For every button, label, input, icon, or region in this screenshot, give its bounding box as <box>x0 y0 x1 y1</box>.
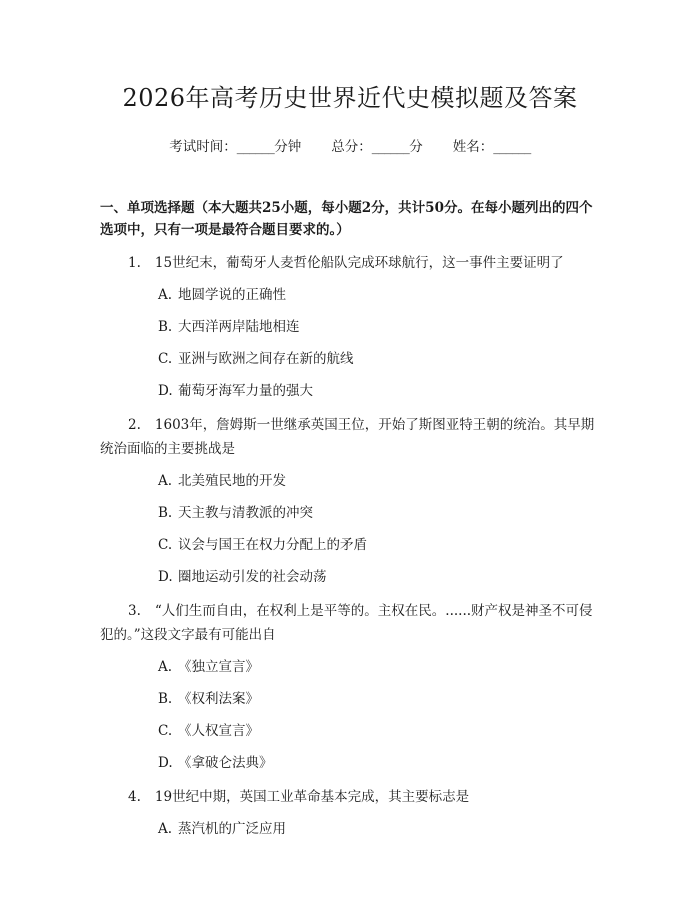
student-name-blank: ______ <box>493 139 531 155</box>
student-name-label: 姓名： <box>452 139 494 155</box>
option-text: 蒸汽机的广泛应用 <box>178 821 286 837</box>
option-c <box>100 721 600 741</box>
total-score-blank: ______ <box>371 139 410 155</box>
option-letter: C. <box>158 351 173 367</box>
option-letter: B. <box>158 691 173 707</box>
option-letter: B. <box>158 319 173 335</box>
section-heading: 一、单项选择题（本大题共25小题，每小题2分，共计50分。在每小题列出的四个选项中，只有一项是最符合题目要求的。） <box>100 200 593 238</box>
question-3 <box>100 599 600 647</box>
option-d <box>100 381 600 401</box>
option-text: 北美殖民地的开发 <box>178 473 286 489</box>
option-text: 亚洲与欧洲之间存在新的航线 <box>178 351 354 367</box>
question-number: 4. <box>128 789 141 805</box>
question-1-options <box>100 285 600 401</box>
page-title: 2026年高考历史世界近代史模拟题及答案 <box>122 84 578 112</box>
exam-meta-row <box>100 137 600 157</box>
question-list <box>100 251 600 839</box>
question-4 <box>100 785 600 809</box>
option-text: 天主教与清教派的冲突 <box>178 505 313 521</box>
option-text: 议会与国王在权力分配上的矛盾 <box>178 537 367 553</box>
option-d <box>100 753 600 773</box>
option-text: 《人权宣言》 <box>178 723 259 739</box>
exam-time-label: 考试时间： <box>169 139 237 155</box>
option-letter: C. <box>158 723 173 739</box>
question-2-options <box>100 471 600 587</box>
option-b <box>100 503 600 523</box>
option-b <box>100 317 600 337</box>
option-text: 《权利法案》 <box>178 691 259 707</box>
option-letter: A. <box>158 287 173 303</box>
question-text: 15世纪末，葡萄牙人麦哲伦船队完成环球航行，这一事件主要证明了 <box>154 255 564 271</box>
option-c <box>100 535 600 555</box>
option-text: 《拿破仑法典》 <box>178 755 273 771</box>
option-a <box>100 471 600 491</box>
option-letter: A. <box>158 659 173 675</box>
question-3-options <box>100 657 600 773</box>
question-number: 3. <box>128 603 141 619</box>
question-number: 1. <box>128 255 141 271</box>
option-b <box>100 689 600 709</box>
question-text: “人们生而自由，在权利上是平等的。主权在民。......财产权是神圣不可侵犯的。”这段文字最有可能出自 <box>100 603 593 643</box>
option-text: 地圆学说的正确性 <box>178 287 286 303</box>
option-text: 大西洋两岸陆地相连 <box>178 319 300 335</box>
option-d <box>100 567 600 587</box>
option-letter: D. <box>158 755 173 771</box>
option-letter: C. <box>158 537 173 553</box>
total-score-field <box>331 137 423 157</box>
option-text: 葡萄牙海军力量的强大 <box>178 383 313 399</box>
exam-time-blank: ______ <box>236 139 275 155</box>
option-letter: A. <box>158 473 173 489</box>
option-a <box>100 819 600 839</box>
question-text: 19世纪中期，英国工业革命基本完成，其主要标志是 <box>154 789 470 805</box>
exam-time-unit: 分钟 <box>274 139 302 155</box>
option-letter: D. <box>158 569 173 585</box>
student-name-field <box>453 137 531 157</box>
question-number: 2. <box>128 417 141 433</box>
option-a <box>100 657 600 677</box>
option-letter: A. <box>158 821 173 837</box>
total-score-label: 总分： <box>331 139 372 155</box>
option-letter: D. <box>158 383 173 399</box>
option-a <box>100 285 600 305</box>
question-text: 1603年，詹姆斯一世继承英国王位，开始了斯图亚特王朝的统治。其早期统治面临的主要挑战是 <box>100 417 595 457</box>
question-4-options <box>100 819 600 839</box>
option-c <box>100 349 600 369</box>
total-score-unit: 分 <box>409 139 423 155</box>
option-letter: B. <box>158 505 173 521</box>
exam-time-field <box>169 137 301 157</box>
option-text: 《独立宣言》 <box>178 659 259 675</box>
question-1 <box>100 251 600 275</box>
option-text: 圈地运动引发的社会动荡 <box>178 569 327 585</box>
question-2 <box>100 413 600 461</box>
